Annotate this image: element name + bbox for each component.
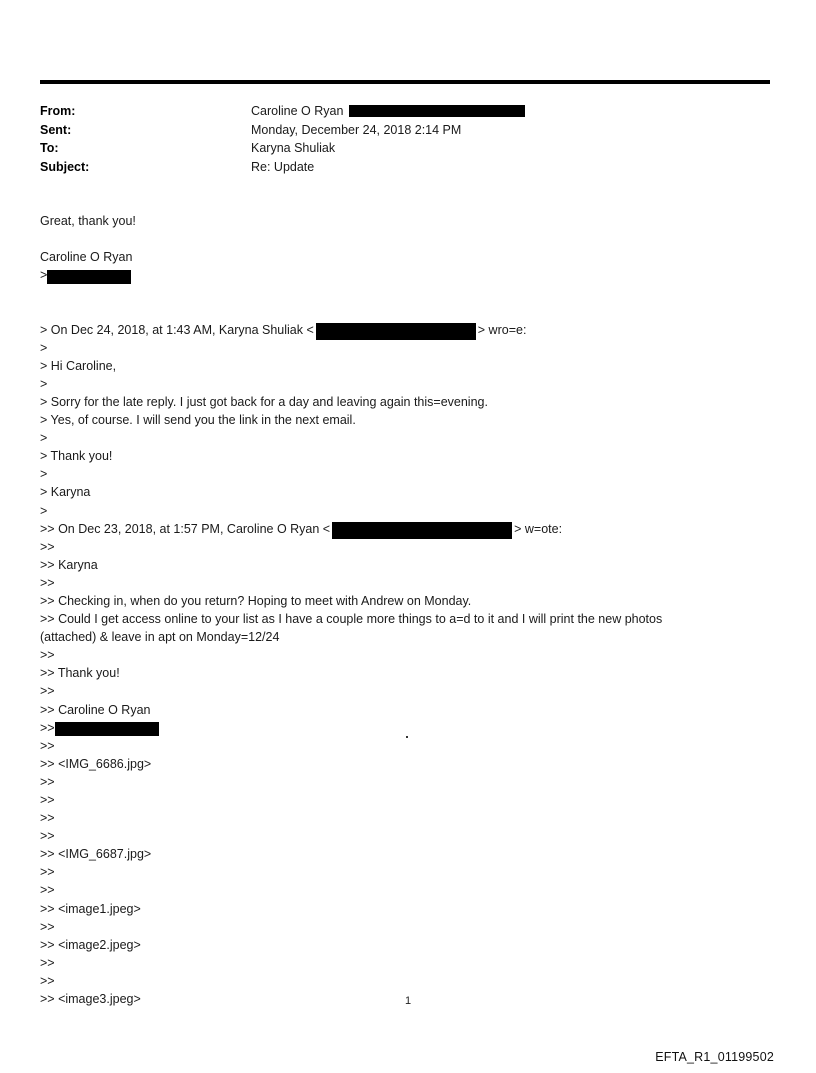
quote2-signature-redacted [40,719,776,737]
spacer-line [40,302,776,320]
header-row-subject [40,158,776,177]
quote-blank: > [40,503,48,518]
quote2-blank: >> [40,973,55,988]
quote2-blank: >> [40,829,55,844]
quote2-blank: >> [40,955,55,970]
quote2-checking: >> Checking in, when do you return? Hoping to meet with Andrew on Monday. [40,593,472,608]
attachment-line: >> <image2.jpeg> [40,937,141,952]
quote2-before: >> On Dec 23, 2018, at 1:57 PM, Caroline O Ryan < [40,521,331,536]
spacer-line [40,284,776,302]
quote2-blank: >> [40,575,55,590]
quote-thanks: > Thank you! [40,449,113,464]
header-label-to: To: [40,141,59,155]
quote-blank: > [40,431,48,446]
header-rule [40,80,770,84]
quote2-blank: >> [40,865,55,880]
attachment-line: >> <IMG_6687.jpg> [40,847,152,862]
signature-prefix: > [40,268,48,283]
bates-stamp: EFTA_R1_01199502 [655,1050,774,1064]
quote-sorry: > Sorry for the late reply. I just got back for a day and leaving again this=evening. [40,394,488,409]
attachment-line: >> <image1.jpeg> [40,901,141,916]
from-name: Caroline O Ryan [251,104,344,118]
quote-karyna: > Karyna [40,485,91,500]
header-row-to [40,139,776,158]
document-content [40,80,776,1008]
quote2-blank: >> [40,883,55,898]
email-header-block [40,102,776,176]
attachment-line: >> <image3.jpeg> [40,992,141,1007]
header-value-subject: Re: Update [251,159,315,174]
header-label-sent: Sent: [40,122,72,137]
page-number: 1 [404,995,412,1007]
quote2-could-wrap: (attached) & leave in apt on Monday=12/24 [40,630,280,645]
quote2-after: > w=ote: [514,521,563,536]
redaction-bar-quote2-signature [55,722,159,736]
quote2-blank: >> [40,811,55,826]
redaction-bar-quote2 [332,522,512,539]
header-value-to: Karyna Shuliak [251,141,336,155]
quote-header-1 [40,321,776,339]
quote2-signature: >> Caroline O Ryan [40,702,151,717]
quote-yes: > Yes, of course. I will send you the link in the next email. [40,413,356,428]
quote-blank: > [40,467,48,482]
quote-header-2 [40,520,776,538]
quote-hi: > Hi Caroline, [40,358,117,373]
quote2-thanks: >> Thank you! [40,666,120,681]
header-row-from [40,102,776,121]
header-value-sent: Monday, December 24, 2018 2:14 PM [251,122,462,137]
header-row-sent [40,121,776,140]
quote2-blank: >> [40,648,55,663]
body-greeting: Great, thank you! [40,214,136,228]
quote2-blank: >> [40,738,55,753]
quote-blank: > [40,376,48,391]
body-signature-name: Caroline O Ryan [40,250,133,265]
body-signature-redacted [40,266,776,284]
quote2-signature-prefix: >> [40,720,55,735]
header-label-from: From: [40,104,76,118]
quote1-before: > On Dec 24, 2018, at 1:43 AM, Karyna Shuliak < [40,322,314,337]
quote2-could: >> Could I get access online to your list as I have a couple more things to a=d to it and I will print the new photos [40,612,663,627]
attachment-line: >> <IMG_6686.jpg> [40,756,152,771]
redaction-bar-signature [47,270,131,284]
quote2-blank: >> [40,919,55,934]
header-label-subject: Subject: [40,159,90,174]
redaction-bar-quote1 [316,323,476,340]
header-value-from [251,102,525,121]
email-body [40,212,776,1008]
quote2-blank: >> [40,774,55,789]
stray-mark [406,736,408,738]
quote2-blank: >> [40,684,55,699]
spacer-line [40,230,776,248]
quote1-after: > wro=e: [477,322,527,337]
quote-blank: > [40,340,48,355]
quote2-blank: >> [40,539,55,554]
redaction-bar-from [349,105,525,117]
quote2-karyna: >> Karyna [40,557,98,572]
quote2-blank: >> [40,793,55,807]
